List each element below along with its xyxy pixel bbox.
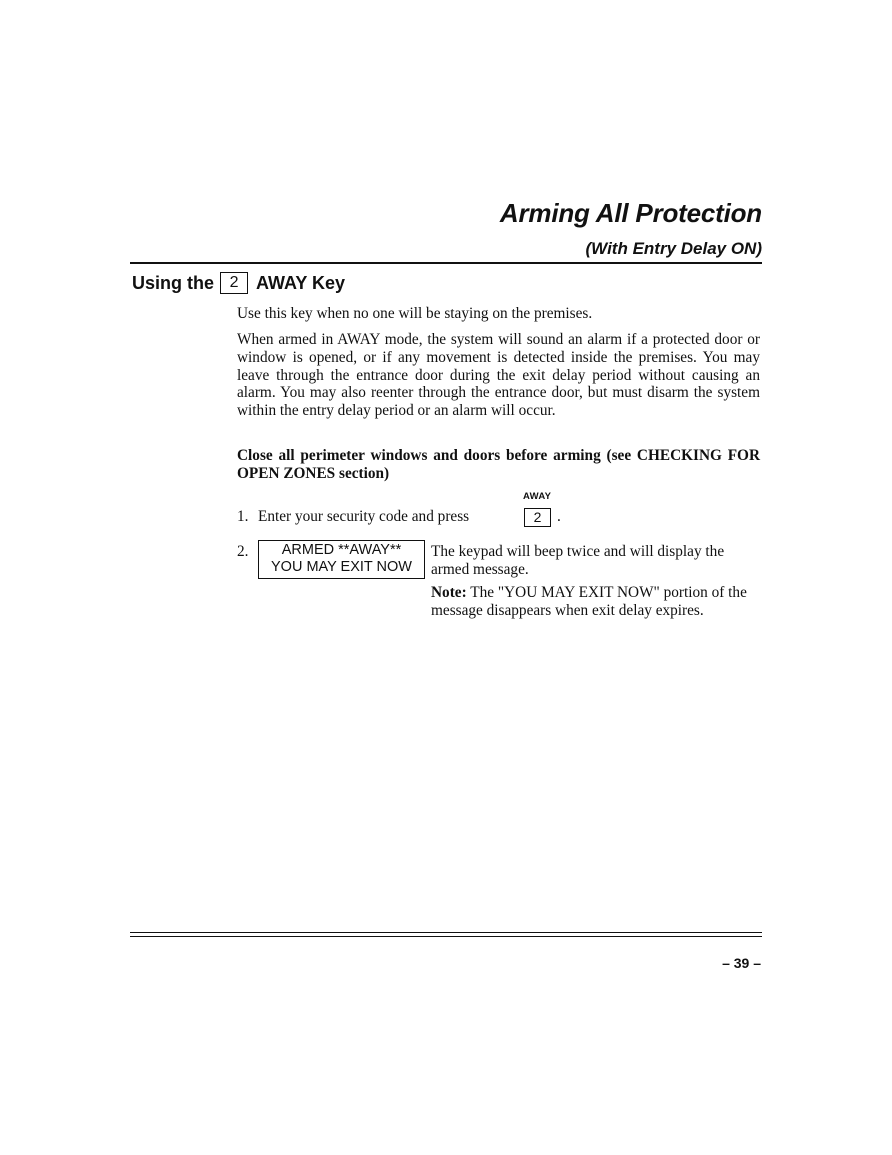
header-divider xyxy=(130,262,762,264)
step-2-description: The keypad will beep twice and will display the armed message. xyxy=(431,543,725,578)
description-paragraph: When armed in AWAY mode, the system will sound an alarm if a protected door or window is opened, or if any movement is detected inside the premises. You may leave through the entrance door during the exit delay period without causing an alarm. You may also reenter through the entrance door, but must disarm the system within the entry delay period or an alarm will occur. xyxy=(237,331,760,420)
step-1-number: 1. xyxy=(237,508,249,525)
step-2-note xyxy=(431,584,751,620)
display-line-1: ARMED **AWAY** xyxy=(281,542,402,558)
note-text: The "YOU MAY EXIT NOW" portion of the message disappears when exit delay expires. xyxy=(431,584,747,619)
heading-key-2: 2 xyxy=(220,272,248,294)
page-number: – 39 – xyxy=(722,955,761,971)
intro-paragraph: Use this key when no one will be staying on the premises. xyxy=(237,305,593,322)
footer-divider xyxy=(130,932,762,937)
page-title: Arming All Protection xyxy=(499,198,762,228)
page-subtitle: (With Entry Delay ON) xyxy=(585,239,762,258)
display-line-2: YOU MAY EXIT NOW xyxy=(271,559,412,575)
step-1-text: Enter your security code and press xyxy=(258,508,470,525)
section-heading xyxy=(132,272,345,294)
section-heading-prefix: Using the xyxy=(132,272,215,293)
away-key-2: 2 xyxy=(524,508,551,527)
step-1-period: . xyxy=(557,508,561,525)
note-label: Note: xyxy=(431,584,467,601)
step-1 xyxy=(237,508,469,526)
section-heading-suffix: AWAY Key xyxy=(256,272,346,293)
warning-paragraph: Close all perimeter windows and doors before arming (see CHECKING FOR OPEN ZONES section) xyxy=(237,447,760,482)
step-2-number: 2. xyxy=(237,543,249,560)
away-key-label: AWAY xyxy=(523,491,552,502)
keypad-display xyxy=(258,540,425,579)
